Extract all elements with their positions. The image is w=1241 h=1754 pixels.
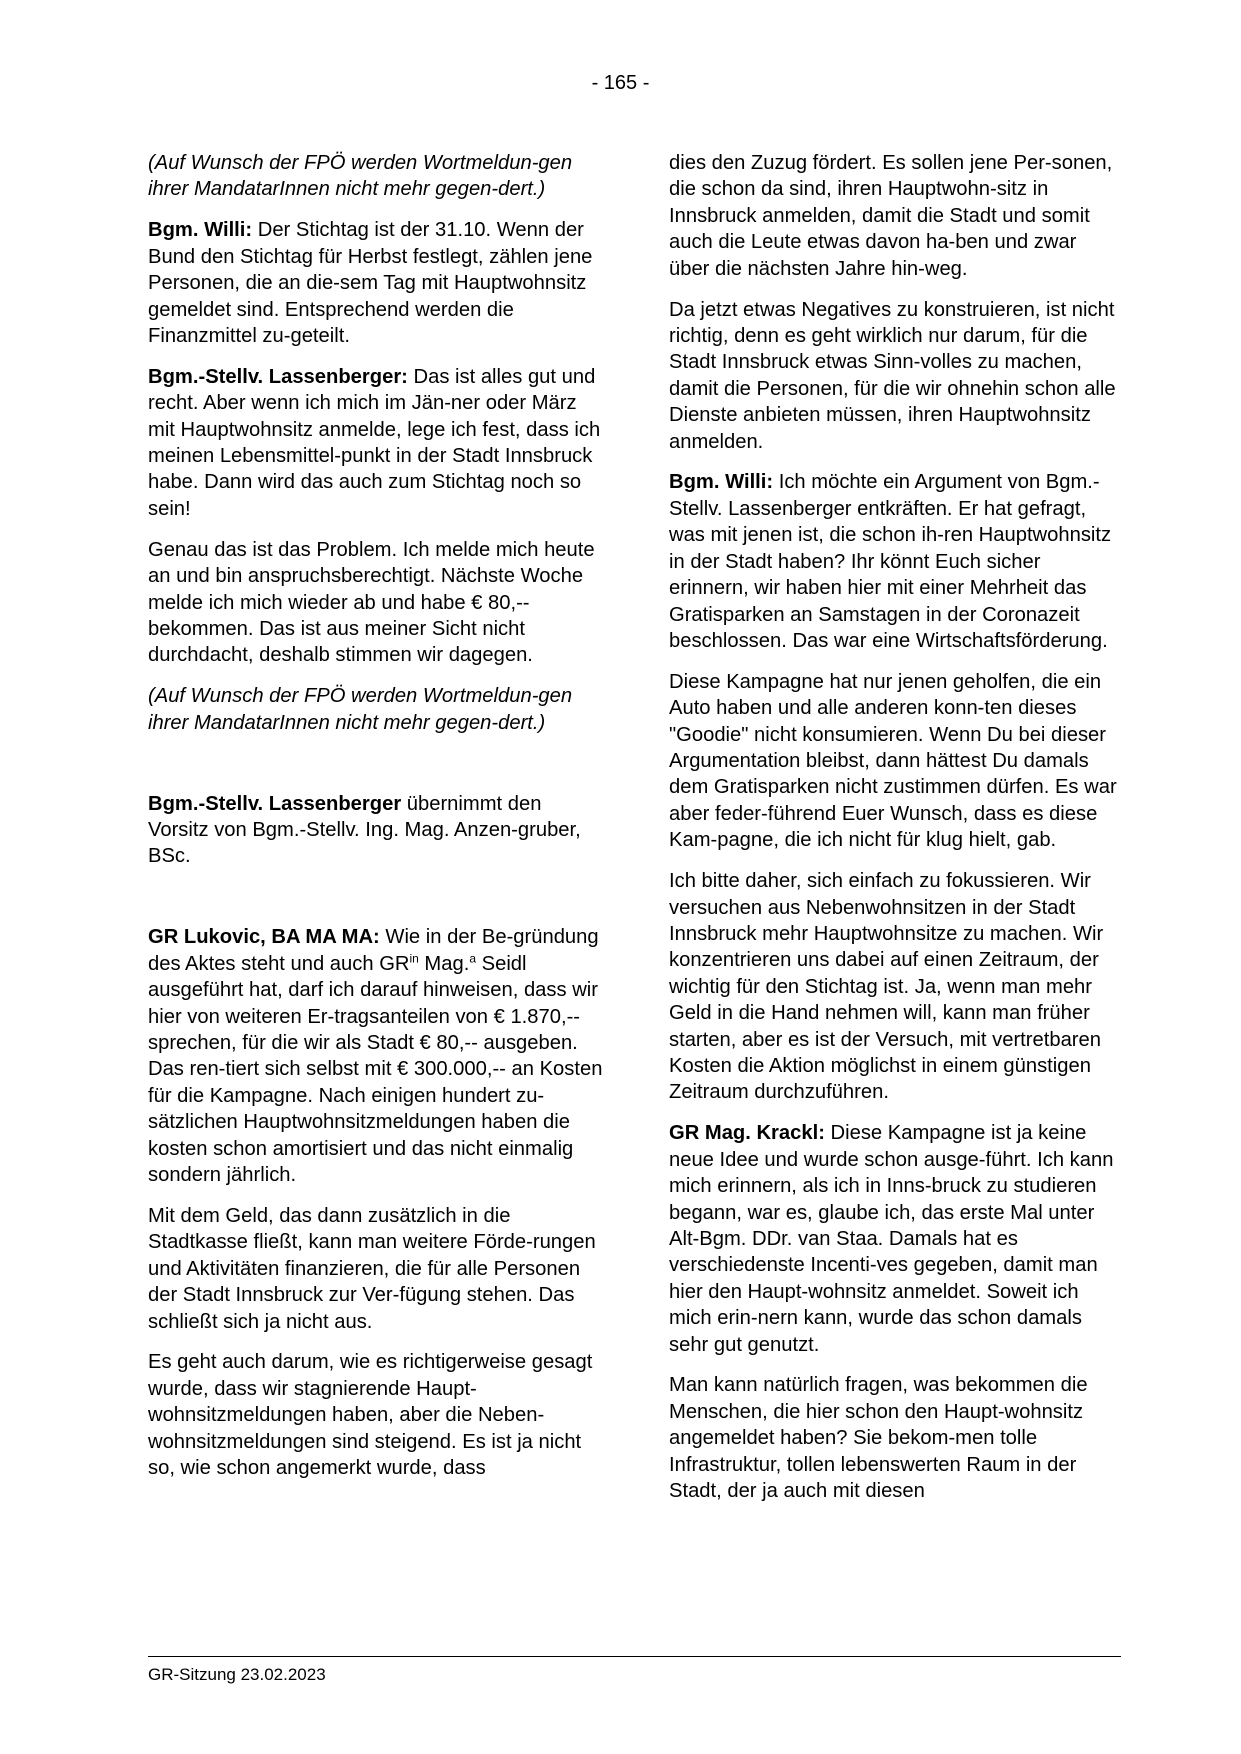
speech-lassenberger-jaenner: [148, 364, 605, 522]
speech-text: Diese Kampagne ist ja keine neue Idee und wurde schon ausge-führt. Ich kann mich erinnern, als ich in Inns-bruck zu studieren begann, war es, glaube ich, das erste Mal unter Alt-Bgm. DDr. van Staa. Damals hat es verschiedenste Incenti-ves gegeben, damit man hier den Haupt-wohnsitz anmeldet. Soweit ich mich erin-nern kann, wurde das schon damals sehr gut genutzt.: [669, 1122, 1114, 1356]
fpo-gender-note: (Auf Wunsch der FPÖ werden Wortmeldun-gen ihrer MandatarInnen nicht mehr gegen-dert.): [148, 685, 573, 734]
speech-willi-argument: [669, 469, 1121, 654]
speaker-name: Bgm. Willi:: [148, 219, 253, 242]
speaker-name: Bgm.-Stellv. Lassenberger:: [148, 365, 408, 388]
speech-text: übernimmt den Vorsitz von Bgm.-Stellv. Ing. Mag. Anzen-gruber, BSc.: [148, 792, 581, 868]
speech-text: Der Stichtag ist der 31.10. Wenn der Bund den Stichtag für Herbst festlegt, zählen jene Personen, die an die-sem Tag mit Hauptwohnsitz gemeldet sind. Entsprechend werden die Finanzmittel zu-geteilt.: [148, 219, 593, 347]
speech-lukovic: [148, 924, 605, 1188]
superscript: in: [409, 951, 419, 966]
speech-willi-stichtag: [148, 217, 605, 349]
fpo-gender-note: (Auf Wunsch der FPÖ werden Wortmeldun-gen ihrer MandatarInnen nicht mehr gegen-dert.): [148, 152, 573, 201]
spacer: [148, 884, 605, 924]
speech-krackl: [669, 1120, 1121, 1358]
spacer: [148, 751, 605, 791]
speech-text: Ich möchte ein Argument von Bgm.-Stellv. Lassenberger entkräften. Er hat gefragt, was mit jenen ist, die schon ih-ren Hauptwohnsitz in der Stadt haben? Ihr könnt Euch sicher erinnern, wir haben hier mit einer Mehrheit das Gratisparken an Samstagen in der Coronazeit beschlossen. Das war eine Wirtschaftsförderung.: [669, 471, 1112, 652]
speaker-name: Bgm.-Stellv. Lassenberger: [148, 792, 402, 815]
footer-session-date: GR-Sitzung 23.02.2023: [148, 1665, 326, 1684]
chair-change-notice: [148, 791, 605, 870]
paragraph: Mit dem Geld, das dann zusätzlich in die Stadtkasse fließt, kann man weitere Förde-rungen und Aktivitäten finanzieren, die für alle Personen der Stadt Innsbruck zur Ver-fügung stehen. Das schließt sich ja nicht aus.: [148, 1204, 596, 1333]
paragraph: Man kann natürlich fragen, was bekommen die Menschen, die hier schon den Haupt-wohnsitz angemeldet haben? Sie bekom-men tolle Infrastruktur, tollen lebenswerten Raum in der Stadt, der ja auch mit diesen: [669, 1374, 1088, 1503]
paragraph: Ich bitte daher, sich einfach zu fokussieren. Wir versuchen aus Nebenwohnsitzen in der Stadt Innsbruck mehr Hauptwohnsitze zu machen. Wir konzentrieren uns dabei auf einen Zeitraum, der wichtig für den Stichtag ist. Ja, wenn man mehr Geld in die Hand nehmen will, kann man früher starten, aber es ist der Versuch, mit vertretbaren Kosten die Aktion möglichst in einem günstigen Zeitraum durchzuführen.: [669, 870, 1104, 1104]
paragraph: dies den Zuzug fördert. Es sollen jene Per-sonen, die schon da sind, ihren Hauptwohn-sitz in Innsbruck anmelden, damit die Stadt und somit auch die Leute etwas davon ha-ben und zwar über die nächsten Jahre hin-weg.: [669, 152, 1113, 280]
speech-text: Wie in der Be-gründung des Aktes steht und auch GR: [148, 926, 599, 975]
paragraph: Es geht auch darum, wie es richtigerweise gesagt wurde, dass wir stagnierende Haupt-wohnsitzmeldungen haben, aber die Neben-wohnsitzmeldungen sind steigend. Es ist ja nicht so, wie schon angemerkt wurde, dass: [148, 1351, 593, 1480]
speech-text: Seidl ausgeführt hat, darf ich darauf hinweisen, dass wir hier von weiteren Er-tragsanteilen von € 1.870,-- sprechen, für die wir als Stadt € 80,-- ausgeben. Das ren-tiert sich selbst mit € 300.000,-- an Kosten für die Kampagne. Nach einigen hundert zu-sätzlichen Hauptwohnsitzmeldungen haben die kosten schon amortisiert und das nicht einmalig sondern jährlich.: [148, 952, 603, 1186]
left-column: [148, 150, 605, 1496]
speaker-name: Bgm. Willi:: [669, 471, 774, 494]
speech-text: Mag.: [418, 952, 470, 975]
superscript: a: [469, 951, 477, 966]
paragraph: Genau das ist das Problem. Ich melde mich heute an und bin anspruchsberechtigt. Nächste Woche melde ich mich wieder ab und habe € 80,-- bekommen. Das ist aus meiner Sicht nicht durchdacht, deshalb stimmen wir dagegen.: [148, 538, 595, 667]
footer-divider: [148, 1656, 1121, 1657]
paragraph: Diese Kampagne hat nur jenen geholfen, die ein Auto haben und alle anderen konn-ten dieses "Goodie" nicht konsumieren. Wenn Du bei dieser Argumentation bleibst, dann hättest Du damals dem Gratisparken nicht zustimmen dürfen. Es war aber feder-führend Euer Wunsch, dass es diese Kam-pagne, die ich nicht für klug hielt, gab.: [669, 670, 1117, 852]
page-number: - 165 -: [591, 72, 650, 94]
right-column: [669, 150, 1121, 1519]
speaker-name: GR Lukovic, BA MA MA:: [148, 926, 380, 949]
speech-text: Das ist alles gut und recht. Aber wenn ich mich im Jän-ner oder März mit Hauptwohnsitz anmelde, lege ich fest, dass ich meinen Lebensmittel-punkt in der Stadt Innsbruck habe. Dann wird das auch zum Stichtag noch so sein!: [148, 365, 601, 520]
speaker-name: GR Mag. Krackl:: [669, 1122, 825, 1145]
paragraph: Da jetzt etwas Negatives zu konstruieren, ist nicht richtig, denn es geht wirklich nur darum, für die Stadt Innsbruck etwas Sinn-volles zu machen, damit die Personen, für die wir ohnehin schon alle Dienste anbieten müssen, ihren Hauptwohnsitz anmelden.: [669, 298, 1116, 453]
